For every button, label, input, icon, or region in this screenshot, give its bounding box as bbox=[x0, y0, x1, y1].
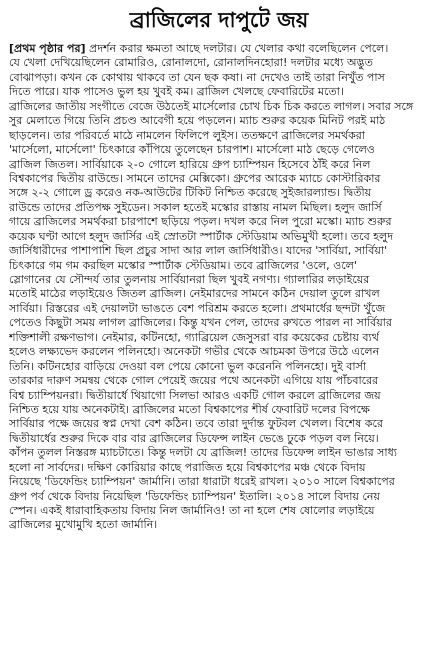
article-line bbox=[9, 244, 429, 258]
article-line-text: গ্রুপ পর্ব থেকে বিদায় নিয়েছিল 'ডিফেন্ডিং চ্যাম্পিয়ন' ইতালি। ২০১৪ সালে বিদায় নেয় bbox=[9, 489, 380, 503]
article-line bbox=[9, 374, 429, 388]
article-line-text: কাঁপন তুলল নিস্তরঙ্গ ম্যাচটাতে। কিন্তু দলটা যে ব্রাজিল! তাদের ডিফেন্স লাইন ভাঙার সাধ্য bbox=[9, 446, 397, 460]
article-line-text: স্পেন। একই ধারাবাহিকতায় বিদায় নিল জার্মানিও! তা না হলে শেষ ষোলোর লড়াইয়ে bbox=[9, 504, 375, 517]
article-line-text: পেতেও কিছুটা সময় লাগল ব্রাজিলের। কিন্তু যখন পেল, তাদের রুখতে পারল না সার্বিয়ার bbox=[9, 316, 392, 330]
article-line bbox=[9, 417, 429, 431]
article-line-text: দিতে পারে। যাক পাসেও ভুল হয় খুবই কম। ব্রাজিল খেলছে ফেবারিটের মতো। bbox=[9, 85, 344, 99]
article-body bbox=[9, 42, 429, 638]
article-line-text: জার্সিধারীদের পাশাপাশি ছিল প্রচুর সাদা আর লাল জার্সিধারীও। যাদের 'সার্বিয়া, সার্বিয়া' bbox=[9, 244, 388, 258]
article-line bbox=[9, 42, 429, 56]
article-line-text: তারকার দারুণ সমন্বয় থেকে গোল পেয়েই জয়ের পথে অনেকটা এগিয়ে যায় পাঁচবারের bbox=[9, 374, 379, 388]
article-line-text: চিৎকারে গম গম করছিল মস্কোর স্পার্টাক স্টেডিয়াম। তবে ব্রাজিলের 'ওলে, ওলে' bbox=[9, 258, 357, 272]
article-line bbox=[9, 403, 429, 417]
article-line-text: মতোই মাঠের লড়াইয়েও জিতল ব্রাজিল। নেইমারদের সামনে কঠিন দেয়াল তুলে রাখল bbox=[9, 287, 380, 301]
article-line-text: ছাড়লেন। তার পরিবর্তে মাঠে নামলেন ফিলিপে লুইস। ততক্ষণে ব্রাজিলের সমর্থকরা bbox=[9, 128, 366, 142]
article-line bbox=[9, 287, 429, 301]
article-line bbox=[9, 172, 429, 186]
article-line-text: ব্রাজিলের মুখোমুখি হতো জার্মানি। bbox=[9, 518, 158, 532]
article-line-text: যে খেলা দেখিয়েছিলেন রোমারিও, রোনালদো, রোনালদিনহোরা! দলটার মধ্যে অদ্ভুত bbox=[9, 56, 373, 70]
article-line bbox=[9, 518, 429, 532]
article-headline: ব্রাজিলের দাপুটে জয় bbox=[129, 7, 309, 32]
article-line-text: তিনি। কটিনহোর বাড়িয়ে দেওয়া বল পেয়ে কোনো ভুল করেননি পলিনহো। দুই বার্সা bbox=[9, 359, 367, 373]
article-line bbox=[9, 85, 429, 99]
article-line-text: কয়েক ঘণ্টা আগে হলুদ জার্সির এই স্রোতটা স্পার্টাক স্টেডিয়াম অভিমুখী হলো। তবে হলুদ bbox=[9, 229, 393, 243]
article-line bbox=[9, 389, 429, 403]
article-line-text: সার্বিয়া। রিস্তরের এই দেয়ালটা ভাঙতে বেশ পরিশ্রম করতে হলো। প্রথমার্ধের ছন্দটা খুঁজে bbox=[9, 301, 386, 315]
article-line-text: ব্রাজিল জিতল। সার্বিয়াকে ২-০ গোলে হারিয়ে গ্রুপ চ্যাম্পিয়ন হিসেবে ঠাঁই করে নিল bbox=[9, 157, 371, 171]
article-line-text: সার্বিয়ার পক্ষে জয়ের স্বপ্ন দেখা বেশ কঠিন। তবে তারা দুর্দান্ত ফুটবল খেলল। বিশেষ করে bbox=[9, 417, 383, 431]
article-line bbox=[9, 129, 429, 143]
article-line bbox=[9, 475, 429, 489]
article-line-text: হলেও লক্ষ্যভেদ করলেন পলিনহো। অনেকটা গভীর থেকে আচমকা উপরে উঠে এলেন bbox=[9, 345, 380, 359]
article-line bbox=[9, 273, 429, 287]
article-line bbox=[9, 302, 429, 316]
article-line-text: স্লোগানের যে সৌন্দর্য তার তুলনায় সার্বিয়ানরা ছিল খুবই নগণ্য। গ্যালারির লড়াইয়ের bbox=[9, 273, 370, 286]
article-line-text: বিশ্বকাপের দ্বিতীয় রাউন্ডে। সামনে তাদের মেক্সিকো। গ্রুপের আরেক ম্যাচে কোস্টারিকার bbox=[9, 171, 381, 185]
article-line-text: ব্রাজিলের জাতীয় সংগীতে বেজে উঠতেই মার্সেলোর চোখ চিক চিক করতে লাগল। সবার সঙ্গে bbox=[9, 99, 414, 113]
article-line bbox=[9, 215, 429, 229]
article-line bbox=[9, 100, 429, 114]
article-line-text: নিয়েছে 'ডিফেন্ডিং চ্যাম্পিয়ন' জার্মানি। তারা ধারাটা ধরেই রাখল। ২০১০ সালে বিশ্বকাপের bbox=[9, 475, 395, 489]
article-line-text: 'মার্সেলো, মার্সেলো' চিৎকারে কাঁপিয়ে তুলেছেন চারপাশ। মার্সেলো মাঠ ছেড়ে গেলেও bbox=[9, 143, 375, 157]
article-line bbox=[9, 345, 429, 359]
article-line bbox=[9, 504, 429, 518]
article-line bbox=[9, 331, 429, 345]
article-line bbox=[9, 201, 429, 215]
article-line bbox=[9, 490, 429, 504]
article-line-text: বিশ্ব চ্যাম্পিয়নরা। দ্বিতীয়ার্ধে থিয়াগো সিলভা আরও একটি গোল করলে ব্রাজিলের জয় bbox=[9, 388, 381, 402]
article-line bbox=[9, 461, 429, 475]
article-line bbox=[9, 230, 429, 244]
article-line bbox=[9, 259, 429, 273]
continued-from-front-page-label: [প্রথম পৃষ্ঠার পর] bbox=[9, 42, 86, 55]
article-line bbox=[9, 446, 429, 460]
article-line bbox=[9, 114, 429, 128]
article-line-text: দ্বিতীয়ার্ধের শুরুর দিকে বার বার ব্রাজিলের ডিফেন্স লাইন ভেঙে ঢুকে পড়ল বল নিয়ে। bbox=[9, 431, 379, 445]
article-line-text: শক্তিশালী রক্ষণভাগ। নেইমার, কটিনহো, গ্যাব্রিয়েল জেসুসরা বার কয়েকের চেষ্টায় ব্যর্থ bbox=[9, 330, 379, 344]
article-line bbox=[9, 71, 429, 85]
article-line-text: নিশ্চিত হয়ে যায় অনেকটাই। ব্রাজিলের মতো বিশ্বকাপের শীর্ষ ফেবারিট দলের বিপক্ষে bbox=[9, 402, 370, 416]
article-line-text: সঙ্গে ২-২ গোলে ড্র করেও নক-আউটের টিকিট নিশ্চিত করেছে সুইজারল্যান্ড। দ্বিতীয় bbox=[9, 186, 372, 200]
article-line bbox=[9, 186, 429, 200]
article-line bbox=[9, 432, 429, 446]
article-line bbox=[9, 56, 429, 70]
article-line bbox=[9, 143, 429, 157]
article-line-text: হলো না সার্বদের। দক্ষিণ কোরিয়ার কাছে পরাজিত হয়ে বিশ্বকাপের মঞ্চ থেকে বিদায় bbox=[9, 460, 366, 474]
article-line-text: রাউন্ডে তাদের প্রতিপক্ষ সুইডেন। সকাল হতেই মস্কোর রাস্তায় নামল মিছিল। হলুদ জার্সি bbox=[9, 200, 382, 214]
article-line-text: বোঝাপড়া। কখন কে কোথায় থাকবে তা যেন ছক কষা। না দেখেও তাই তারা নিখুঁত পাস bbox=[9, 70, 385, 84]
article-line-text: গায়ে ব্রাজিলের সমর্থকরা চারপাশে ছড়িয়ে পড়ল। দখল করে নিল পুরো মস্কো। ম্যাচ শুরুর bbox=[9, 215, 392, 229]
article-line-text: সুর মেলাতে গিয়ে তিনি প্রচণ্ড আবেগী হয়ে পড়লেন। ম্যাচ শুরুর কয়েক মিনিট পরই মাঠ bbox=[9, 114, 386, 128]
article-line bbox=[9, 158, 429, 172]
article-line-text: প্রদর্শন করার ক্ষমতা আছে দলটার। যে খেলার কথা বলেছিলেন পেলে। bbox=[85, 42, 389, 55]
article-line bbox=[9, 316, 429, 330]
article-line bbox=[9, 360, 429, 374]
